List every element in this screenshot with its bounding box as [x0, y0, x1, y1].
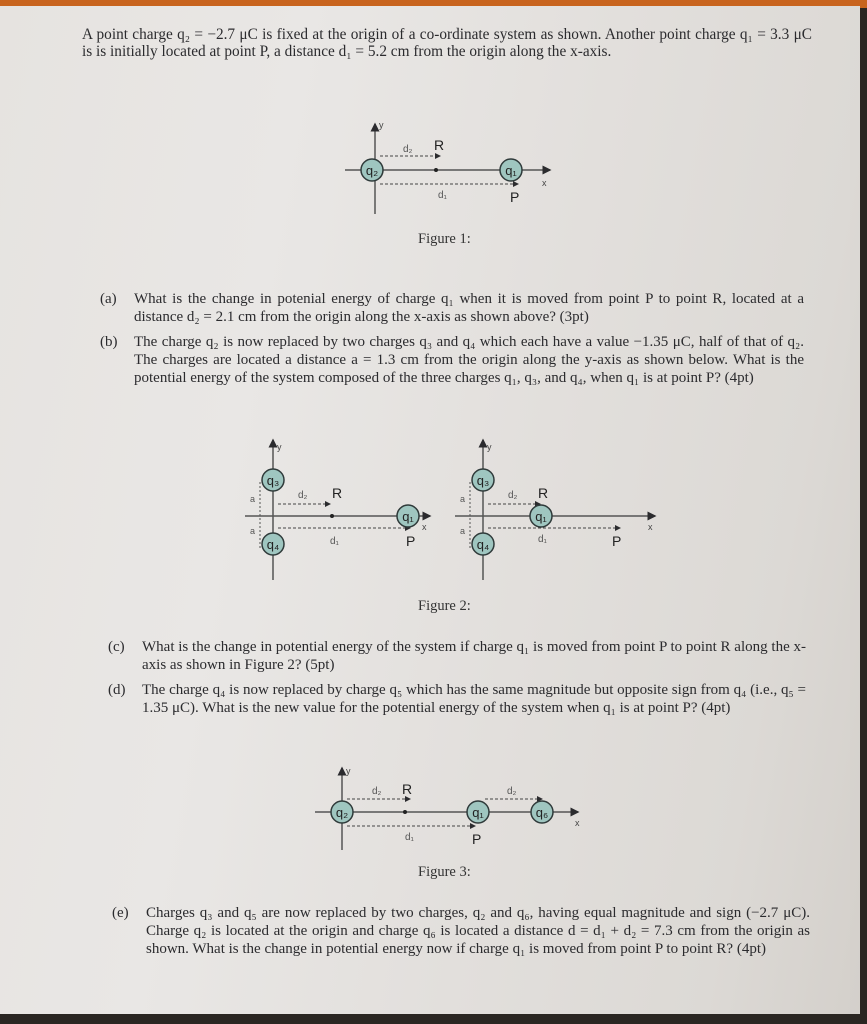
- question-d-label: (d): [108, 682, 126, 698]
- d2-label: d₂: [403, 144, 413, 155]
- question-a-label: (a): [100, 291, 117, 307]
- svg-text:q₆: q₆: [535, 805, 549, 820]
- svg-text:P: P: [406, 533, 416, 549]
- svg-text:q₂: q₂: [335, 805, 349, 820]
- svg-text:x: x: [575, 818, 580, 828]
- svg-text:q₄: q₄: [476, 537, 490, 552]
- question-e-text: Charges q₃ and q₅ are now replaced by two charges, q₂ and q₆, having equal magnitude and sign (−2.7 μC). Charge q₂ is located at the origin and charge q₆ is located a distance d = d₁ + d₂ = 7.3 cm from the origin as shown. What is the change in potential energy now if charge q₁ is moved from point P to point R? (4pt): [146, 905, 810, 957]
- question-e-label: (e): [112, 905, 129, 921]
- charge-q1-at-r: [530, 505, 552, 527]
- figure-1-diagram: [330, 114, 570, 224]
- problem-intro: A point charge q₂ = −2.7 μC is fixed at the origin of a co-ordinate system as shown. Another point charge q₁ = 3.3 μC is is initially located at point P, a distance d₁ = 5.2 cm from the origin along the x-axis.: [82, 26, 812, 60]
- question-d-text: The charge q₄ is now replaced by charge q₅ which has the same magnitude but opposite sign from q₄ (i.e., q₅ = 1.35 μC). What is the new value for the potential energy of the system when q₁ is at point P? (4pt): [142, 682, 806, 716]
- svg-text:d₂: d₂: [298, 490, 308, 501]
- svg-text:q₃: q₃: [476, 473, 490, 488]
- charge-q6: [531, 801, 553, 823]
- svg-text:R: R: [332, 485, 343, 501]
- svg-text:q₁: q₁: [505, 163, 517, 178]
- charge-q1: [467, 801, 489, 823]
- figure-1-caption: Figure 1:: [418, 231, 471, 247]
- figure-3-caption: Figure 3:: [418, 864, 471, 880]
- svg-text:d₁: d₁: [405, 832, 414, 843]
- svg-text:P: P: [612, 533, 622, 549]
- point-r-label: R: [434, 137, 445, 153]
- svg-text:q₁: q₁: [402, 509, 414, 524]
- question-b-label: (b): [100, 334, 118, 350]
- question-a-text: What is the change in potenial energy of charge q₁ when it is moved from point P to point R, located at a distance d₂ = 2.1 cm from the origin along the x-axis as shown above? (3pt): [134, 291, 804, 325]
- d1-label: d₁: [438, 190, 447, 201]
- worksheet-page: [0, 6, 860, 1014]
- charge-q4: [472, 533, 494, 555]
- x-axis-label: x: [542, 178, 547, 188]
- svg-text:P: P: [472, 831, 482, 847]
- svg-text:q₁: q₁: [472, 805, 484, 820]
- svg-text:d₁: d₁: [330, 536, 339, 547]
- svg-text:x: x: [648, 522, 653, 532]
- charge-q3: [472, 469, 494, 491]
- svg-text:d₂: d₂: [508, 490, 518, 501]
- svg-text:q₂: q₂: [365, 163, 379, 178]
- charge-q1: [500, 159, 522, 181]
- svg-text:q₃: q₃: [266, 473, 280, 488]
- charge-q2: [361, 159, 383, 181]
- svg-text:q₄: q₄: [266, 537, 280, 552]
- svg-text:d₁: d₁: [538, 534, 547, 545]
- svg-text:q₁: q₁: [535, 509, 547, 524]
- figure-2-right-panel: [455, 440, 655, 580]
- svg-text:R: R: [538, 485, 549, 501]
- svg-text:a: a: [250, 494, 256, 504]
- svg-text:a: a: [460, 526, 466, 536]
- svg-text:d₂: d₂: [507, 786, 517, 797]
- svg-text:y: y: [487, 442, 492, 452]
- question-c-text: What is the change in potential energy of the system if charge q₁ is moved from point P to point R along the x-axis as shown in Figure 2? (5pt): [142, 639, 806, 673]
- charge-q2: [331, 801, 353, 823]
- svg-text:a: a: [460, 494, 466, 504]
- figure-2-caption: Figure 2:: [418, 598, 471, 614]
- figure-2-diagram: [240, 430, 670, 590]
- svg-text:y: y: [346, 766, 351, 776]
- question-b-text: The charge q₂ is now replaced by two charges q₃ and q₄ which each have a value −1.35 μC, half of that of q₂. The charges are located a distance a = 1.3 cm from the origin along the y-axis as shown below. What is the potential energy of the system composed of the three charges q₁, q₃, and q₄, when q₁ is at point P? (4pt): [134, 334, 804, 386]
- point-p-label: P: [510, 189, 520, 205]
- charge-q3: [262, 469, 284, 491]
- svg-text:d₂: d₂: [372, 786, 382, 797]
- charge-q4: [262, 533, 284, 555]
- y-axis-label: y: [379, 120, 384, 130]
- svg-text:R: R: [402, 781, 413, 797]
- question-c-label: (c): [108, 639, 125, 655]
- svg-text:x: x: [422, 522, 427, 532]
- svg-text:y: y: [277, 442, 282, 452]
- figure-2-left-panel: [245, 440, 430, 580]
- svg-text:a: a: [250, 526, 256, 536]
- figure-3-diagram: [310, 762, 590, 852]
- charge-q1-at-p: [397, 505, 419, 527]
- point-r-marker: [434, 168, 438, 172]
